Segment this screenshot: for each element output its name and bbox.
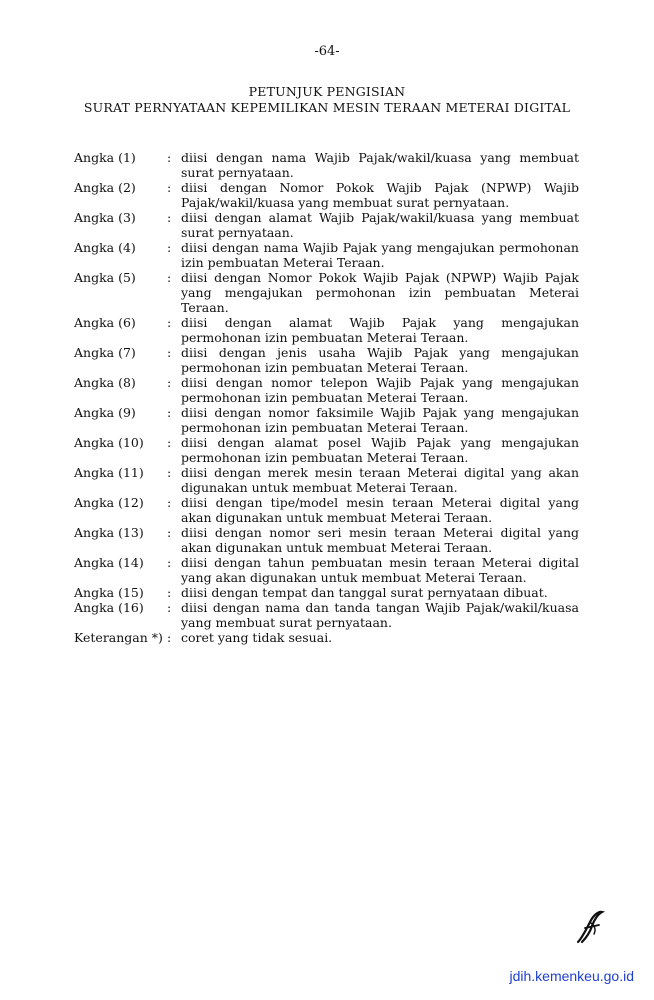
entry-label: Angka (2): [74, 180, 136, 195]
entry-label: Angka (12): [74, 495, 144, 510]
list-item: [74, 435, 579, 465]
entry-label: Angka (10): [74, 435, 144, 450]
entry-label: Angka (13): [74, 525, 144, 540]
entry-description: diisi dengan alamat posel Wajib Pajak yang mengajukan permohonan izin pembuatan Meterai Teraan.: [181, 435, 579, 465]
entry-label: Angka (1): [74, 150, 136, 165]
list-item: [74, 270, 579, 315]
entry-description: diisi dengan tahun pembuatan mesin teraan Meterai digital yang akan digunakan untuk membuat Meterai Teraan.: [181, 555, 579, 585]
entry-colon: :: [167, 585, 172, 600]
entry-colon: :: [167, 270, 172, 285]
entry-description: diisi dengan nomor telepon Wajib Pajak yang mengajukan permohonan izin pembuatan Meterai Teraan.: [181, 375, 579, 405]
list-item: [74, 210, 579, 240]
initial-signature: [574, 908, 608, 946]
list-item: [74, 405, 579, 435]
entry-label: Angka (6): [74, 315, 136, 330]
entry-description: diisi dengan nama dan tanda tangan Wajib Pajak/wakil/kuasa yang membuat surat pernyataan.: [181, 600, 579, 630]
keterangan-text: coret yang tidak sesuai.: [181, 630, 333, 645]
entry-description: diisi dengan tempat dan tanggal surat pernyataan dibuat.: [181, 585, 548, 600]
entry-colon: :: [167, 240, 172, 255]
instruction-list: [74, 150, 579, 645]
entry-colon: :: [167, 180, 172, 195]
entry-description: diisi dengan nomor faksimile Wajib Pajak yang mengajukan permohonan izin pembuatan Meterai Teraan.: [181, 405, 579, 435]
list-item: [74, 345, 579, 375]
entry-colon: :: [167, 345, 172, 360]
list-item: [74, 555, 579, 585]
entry-description: diisi dengan tipe/model mesin teraan Meterai digital yang akan digunakan untuk membuat Meterai Teraan.: [181, 495, 579, 525]
entry-description: diisi dengan alamat Wajib Pajak/wakil/kuasa yang membuat surat pernyataan.: [181, 210, 579, 240]
entry-colon: :: [167, 150, 172, 165]
list-item: [74, 585, 579, 600]
entry-label: Angka (11): [74, 465, 144, 480]
entry-label: Angka (7): [74, 345, 136, 360]
entry-label: Angka (8): [74, 375, 136, 390]
source-watermark: jdih.kemenkeu.go.id: [509, 968, 634, 984]
keterangan-label: Keterangan *): [74, 630, 163, 645]
entry-colon: :: [167, 210, 172, 225]
entry-description: diisi dengan merek mesin teraan Meterai digital yang akan digunakan untuk membuat Meterai Teraan.: [181, 465, 579, 495]
entry-description: diisi dengan nomor seri mesin teraan Meterai digital yang akan digunakan untuk membuat Meterai Teraan.: [181, 525, 579, 555]
entry-colon: :: [167, 600, 172, 615]
entry-label: Angka (16): [74, 600, 144, 615]
entry-colon: :: [167, 375, 172, 390]
entry-label: Angka (14): [74, 555, 144, 570]
page-number: -64-: [314, 44, 340, 59]
entry-label: Angka (15): [74, 585, 144, 600]
entry-colon: :: [167, 555, 172, 570]
entry-description: diisi dengan jenis usaha Wajib Pajak yang mengajukan permohonan izin pembuatan Meterai Teraan.: [181, 345, 579, 375]
entry-label: Angka (9): [74, 405, 136, 420]
keterangan-colon: :: [167, 630, 172, 645]
list-item: [74, 150, 579, 180]
entry-label: Angka (5): [74, 270, 136, 285]
entry-description: diisi dengan nama Wajib Pajak/wakil/kuasa yang membuat surat pernyataan.: [181, 150, 579, 180]
list-item: [74, 375, 579, 405]
document-title: [0, 84, 654, 116]
entry-colon: :: [167, 495, 172, 510]
entry-description: diisi dengan alamat Wajib Pajak yang mengajukan permohonan izin pembuatan Meterai Teraan.: [181, 315, 579, 345]
title-line-1: PETUNJUK PENGISIAN: [248, 84, 406, 99]
entry-label: Angka (4): [74, 240, 136, 255]
title-line-2: SURAT PERNYATAAN KEPEMILIKAN MESIN TERAAN METERAI DIGITAL: [83, 100, 571, 115]
entry-colon: :: [167, 525, 172, 540]
entry-colon: :: [167, 435, 172, 450]
entry-colon: :: [167, 465, 172, 480]
entry-description: diisi dengan Nomor Pokok Wajib Pajak (NPWP) Wajib Pajak/wakil/kuasa yang membuat surat pernyataan.: [181, 180, 579, 210]
list-item: [74, 525, 579, 555]
entry-colon: :: [167, 315, 172, 330]
entry-description: diisi dengan Nomor Pokok Wajib Pajak (NPWP) Wajib Pajak yang mengajukan permohonan izin pembuatan Meterai Teraan.: [181, 270, 579, 315]
list-item: [74, 495, 579, 525]
entry-label: Angka (3): [74, 210, 136, 225]
list-item: [74, 600, 579, 630]
list-item: [74, 465, 579, 495]
keterangan-note: [74, 630, 579, 645]
list-item: [74, 180, 579, 210]
list-item: [74, 240, 579, 270]
list-item: [74, 315, 579, 345]
entry-description: diisi dengan nama Wajib Pajak yang mengajukan permohonan izin pembuatan Meterai Teraan.: [181, 240, 579, 270]
entry-colon: :: [167, 405, 172, 420]
